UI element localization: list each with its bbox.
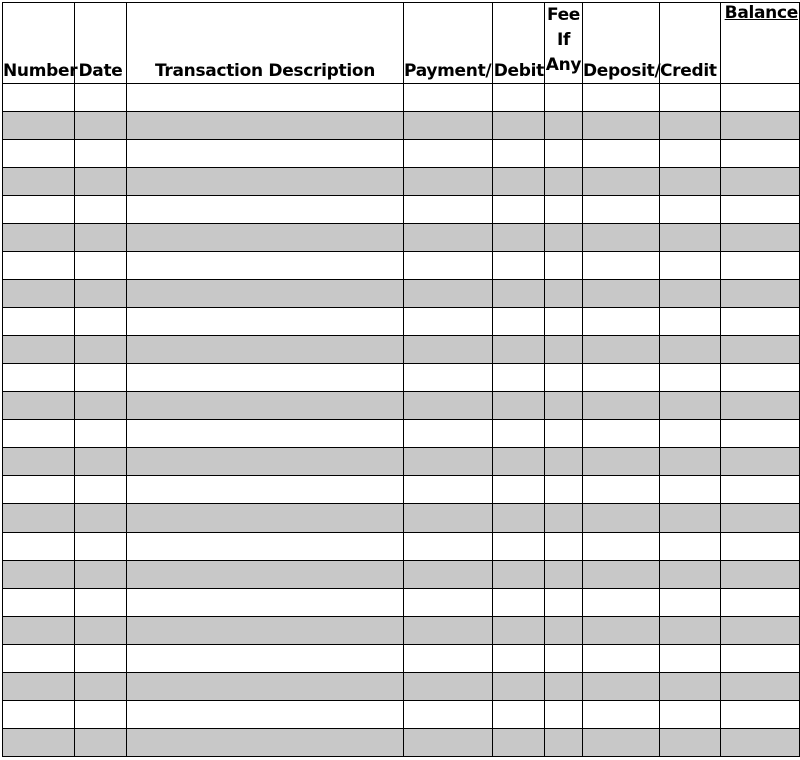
cell-date[interactable] (75, 308, 127, 336)
header-credit: Credit (660, 3, 721, 84)
cell-payment[interactable] (404, 532, 493, 560)
cell-date[interactable] (75, 196, 127, 224)
cell-date[interactable] (75, 700, 127, 728)
cell-credit[interactable] (660, 448, 721, 476)
cell-fee[interactable] (545, 252, 583, 280)
cell-fee[interactable] (545, 672, 583, 700)
register-row (3, 532, 800, 560)
cell-number[interactable] (3, 364, 75, 392)
cell-credit[interactable] (660, 728, 721, 756)
register-row (3, 700, 800, 728)
cell-payment[interactable] (404, 560, 493, 588)
cell-debit[interactable] (493, 252, 545, 280)
cell-fee[interactable] (545, 280, 583, 308)
cell-balance[interactable] (721, 504, 800, 532)
register-row (3, 364, 800, 392)
register-row (3, 112, 800, 140)
cell-description[interactable] (127, 168, 404, 196)
cell-fee[interactable] (545, 644, 583, 672)
cell-debit[interactable] (493, 672, 545, 700)
cell-date[interactable] (75, 644, 127, 672)
cell-deposit[interactable] (583, 644, 660, 672)
cell-credit[interactable] (660, 476, 721, 504)
cell-number[interactable] (3, 420, 75, 448)
cell-deposit[interactable] (583, 112, 660, 140)
header-fee-line-2: If (556, 30, 571, 50)
register-row (3, 336, 800, 364)
cell-fee[interactable] (545, 336, 583, 364)
cell-deposit[interactable] (583, 252, 660, 280)
cell-deposit[interactable] (583, 672, 660, 700)
cell-payment[interactable] (404, 336, 493, 364)
register-row (3, 504, 800, 532)
cell-description[interactable] (127, 560, 404, 588)
header-payment: Payment/ (404, 3, 493, 84)
cell-description[interactable] (127, 420, 404, 448)
cell-fee[interactable] (545, 420, 583, 448)
cell-credit[interactable] (660, 280, 721, 308)
cell-deposit[interactable] (583, 196, 660, 224)
cell-balance[interactable] (721, 280, 800, 308)
header-number: Number (3, 3, 75, 84)
cell-fee[interactable] (545, 616, 583, 644)
cell-description[interactable] (127, 112, 404, 140)
register-row (3, 252, 800, 280)
cell-debit[interactable] (493, 140, 545, 168)
register-body (3, 84, 800, 757)
cell-credit[interactable] (660, 672, 721, 700)
cell-fee[interactable] (545, 448, 583, 476)
cell-description[interactable] (127, 588, 404, 616)
header-transaction-description: Transaction Description (127, 3, 404, 84)
cell-description[interactable] (127, 532, 404, 560)
cell-debit[interactable] (493, 728, 545, 756)
cell-number[interactable] (3, 196, 75, 224)
cell-balance[interactable] (721, 252, 800, 280)
cell-deposit[interactable] (583, 336, 660, 364)
cell-debit[interactable] (493, 476, 545, 504)
cell-credit[interactable] (660, 308, 721, 336)
cell-debit[interactable] (493, 700, 545, 728)
cell-balance[interactable] (721, 588, 800, 616)
cell-deposit[interactable] (583, 588, 660, 616)
cell-credit[interactable] (660, 336, 721, 364)
cell-date[interactable] (75, 728, 127, 756)
cell-balance[interactable] (721, 168, 800, 196)
cell-deposit[interactable] (583, 392, 660, 420)
cell-balance[interactable] (721, 392, 800, 420)
cell-date[interactable] (75, 84, 127, 112)
cell-description[interactable] (127, 476, 404, 504)
cell-credit[interactable] (660, 504, 721, 532)
cell-debit[interactable] (493, 588, 545, 616)
cell-debit[interactable] (493, 168, 545, 196)
cell-balance[interactable] (721, 728, 800, 756)
cell-fee[interactable] (545, 728, 583, 756)
cell-balance[interactable] (721, 644, 800, 672)
cell-date[interactable] (75, 672, 127, 700)
cell-deposit[interactable] (583, 616, 660, 644)
register-row (3, 224, 800, 252)
cell-number[interactable] (3, 476, 75, 504)
cell-payment[interactable] (404, 252, 493, 280)
cell-balance[interactable] (721, 420, 800, 448)
cell-debit[interactable] (493, 308, 545, 336)
cell-deposit[interactable] (583, 504, 660, 532)
cell-debit[interactable] (493, 196, 545, 224)
cell-credit[interactable] (660, 252, 721, 280)
header-debit: Debit (493, 3, 545, 84)
cell-fee[interactable] (545, 84, 583, 112)
cell-number[interactable] (3, 532, 75, 560)
cell-number[interactable] (3, 84, 75, 112)
cell-credit[interactable] (660, 700, 721, 728)
cell-date[interactable] (75, 560, 127, 588)
cell-balance[interactable] (721, 224, 800, 252)
cell-fee[interactable] (545, 168, 583, 196)
cell-number[interactable] (3, 728, 75, 756)
cell-number[interactable] (3, 644, 75, 672)
cell-credit[interactable] (660, 616, 721, 644)
cell-balance[interactable] (721, 532, 800, 560)
cell-balance[interactable] (721, 560, 800, 588)
cell-deposit[interactable] (583, 448, 660, 476)
cell-date[interactable] (75, 504, 127, 532)
cell-debit[interactable] (493, 364, 545, 392)
cell-fee[interactable] (545, 364, 583, 392)
cell-payment[interactable] (404, 168, 493, 196)
cell-fee[interactable] (545, 560, 583, 588)
cell-payment[interactable] (404, 140, 493, 168)
cell-fee[interactable] (545, 196, 583, 224)
cell-credit[interactable] (660, 168, 721, 196)
header-fee-line-3: Any (545, 55, 582, 75)
cell-fee[interactable] (545, 112, 583, 140)
register-row (3, 672, 800, 700)
cell-fee[interactable] (545, 140, 583, 168)
cell-deposit[interactable] (583, 700, 660, 728)
cell-fee[interactable] (545, 532, 583, 560)
cell-date[interactable] (75, 392, 127, 420)
cell-fee[interactable] (545, 700, 583, 728)
cell-date[interactable] (75, 476, 127, 504)
cell-fee[interactable] (545, 392, 583, 420)
cell-number[interactable] (3, 252, 75, 280)
cell-payment[interactable] (404, 420, 493, 448)
cell-credit[interactable] (660, 532, 721, 560)
cell-date[interactable] (75, 168, 127, 196)
cell-deposit[interactable] (583, 140, 660, 168)
cell-credit[interactable] (660, 364, 721, 392)
cell-number[interactable] (3, 588, 75, 616)
cell-debit[interactable] (493, 504, 545, 532)
header-row (3, 3, 800, 84)
register-row (3, 308, 800, 336)
cell-balance[interactable] (721, 112, 800, 140)
cell-payment[interactable] (404, 392, 493, 420)
cell-fee[interactable] (545, 588, 583, 616)
cell-number[interactable] (3, 504, 75, 532)
register-row (3, 420, 800, 448)
cell-deposit[interactable] (583, 224, 660, 252)
cell-payment[interactable] (404, 700, 493, 728)
cell-debit[interactable] (493, 420, 545, 448)
register-row (3, 728, 800, 756)
cell-number[interactable] (3, 448, 75, 476)
cell-debit[interactable] (493, 84, 545, 112)
cell-credit[interactable] (660, 560, 721, 588)
register-row (3, 588, 800, 616)
cell-payment[interactable] (404, 196, 493, 224)
cell-description[interactable] (127, 336, 404, 364)
cell-payment[interactable] (404, 644, 493, 672)
cell-payment[interactable] (404, 308, 493, 336)
cell-credit[interactable] (660, 392, 721, 420)
cell-date[interactable] (75, 532, 127, 560)
cell-description[interactable] (127, 364, 404, 392)
register-row (3, 644, 800, 672)
cell-payment[interactable] (404, 616, 493, 644)
cell-payment[interactable] (404, 112, 493, 140)
cell-number[interactable] (3, 280, 75, 308)
cell-credit[interactable] (660, 224, 721, 252)
cell-fee[interactable] (545, 504, 583, 532)
cell-balance[interactable] (721, 476, 800, 504)
cell-date[interactable] (75, 280, 127, 308)
cell-balance[interactable] (721, 140, 800, 168)
cell-payment[interactable] (404, 280, 493, 308)
cell-deposit[interactable] (583, 532, 660, 560)
header-date: Date (75, 3, 127, 84)
cell-balance[interactable] (721, 672, 800, 700)
cell-deposit[interactable] (583, 560, 660, 588)
cell-date[interactable] (75, 448, 127, 476)
cell-credit[interactable] (660, 196, 721, 224)
cell-date[interactable] (75, 224, 127, 252)
cell-number[interactable] (3, 168, 75, 196)
cell-balance[interactable] (721, 700, 800, 728)
check-register-table (2, 2, 800, 757)
cell-payment[interactable] (404, 476, 493, 504)
cell-date[interactable] (75, 364, 127, 392)
cell-balance[interactable] (721, 448, 800, 476)
cell-description[interactable] (127, 196, 404, 224)
register-row (3, 140, 800, 168)
cell-date[interactable] (75, 616, 127, 644)
header-deposit: Deposit/ (583, 3, 660, 84)
header-balance: Balance (721, 3, 800, 84)
cell-balance[interactable] (721, 84, 800, 112)
header-fee-if-any (545, 3, 583, 84)
cell-debit[interactable] (493, 560, 545, 588)
cell-balance[interactable] (721, 336, 800, 364)
cell-debit[interactable] (493, 280, 545, 308)
cell-description[interactable] (127, 140, 404, 168)
cell-deposit[interactable] (583, 308, 660, 336)
cell-description[interactable] (127, 448, 404, 476)
cell-credit[interactable] (660, 420, 721, 448)
cell-date[interactable] (75, 588, 127, 616)
cell-deposit[interactable] (583, 420, 660, 448)
cell-debit[interactable] (493, 644, 545, 672)
cell-credit[interactable] (660, 140, 721, 168)
cell-date[interactable] (75, 140, 127, 168)
cell-debit[interactable] (493, 616, 545, 644)
cell-deposit[interactable] (583, 168, 660, 196)
cell-description[interactable] (127, 700, 404, 728)
cell-description[interactable] (127, 616, 404, 644)
register-row (3, 448, 800, 476)
cell-description[interactable] (127, 728, 404, 756)
cell-description[interactable] (127, 644, 404, 672)
cell-number[interactable] (3, 672, 75, 700)
cell-credit[interactable] (660, 112, 721, 140)
cell-description[interactable] (127, 308, 404, 336)
register-row (3, 392, 800, 420)
cell-balance[interactable] (721, 364, 800, 392)
cell-description[interactable] (127, 504, 404, 532)
cell-credit[interactable] (660, 84, 721, 112)
cell-number[interactable] (3, 392, 75, 420)
register-row (3, 196, 800, 224)
cell-balance[interactable] (721, 196, 800, 224)
cell-deposit[interactable] (583, 280, 660, 308)
cell-payment[interactable] (404, 504, 493, 532)
register-row (3, 168, 800, 196)
cell-debit[interactable] (493, 392, 545, 420)
register-row (3, 280, 800, 308)
cell-description[interactable] (127, 84, 404, 112)
cell-deposit[interactable] (583, 476, 660, 504)
cell-payment[interactable] (404, 728, 493, 756)
cell-description[interactable] (127, 280, 404, 308)
register-row (3, 560, 800, 588)
cell-description[interactable] (127, 672, 404, 700)
cell-balance[interactable] (721, 616, 800, 644)
register-row (3, 616, 800, 644)
cell-number[interactable] (3, 224, 75, 252)
cell-date[interactable] (75, 112, 127, 140)
header-fee-line-1: Fee (546, 5, 581, 25)
cell-date[interactable] (75, 420, 127, 448)
cell-number[interactable] (3, 560, 75, 588)
cell-description[interactable] (127, 252, 404, 280)
cell-credit[interactable] (660, 644, 721, 672)
cell-payment[interactable] (404, 588, 493, 616)
cell-description[interactable] (127, 392, 404, 420)
cell-fee[interactable] (545, 224, 583, 252)
cell-deposit[interactable] (583, 728, 660, 756)
cell-number[interactable] (3, 700, 75, 728)
cell-payment[interactable] (404, 84, 493, 112)
cell-balance[interactable] (721, 308, 800, 336)
cell-number[interactable] (3, 616, 75, 644)
cell-number[interactable] (3, 112, 75, 140)
cell-payment[interactable] (404, 224, 493, 252)
cell-number[interactable] (3, 336, 75, 364)
cell-debit[interactable] (493, 336, 545, 364)
cell-payment[interactable] (404, 364, 493, 392)
cell-number[interactable] (3, 140, 75, 168)
register-row (3, 84, 800, 112)
cell-date[interactable] (75, 336, 127, 364)
cell-deposit[interactable] (583, 364, 660, 392)
cell-credit[interactable] (660, 588, 721, 616)
cell-description[interactable] (127, 224, 404, 252)
cell-number[interactable] (3, 308, 75, 336)
cell-debit[interactable] (493, 448, 545, 476)
cell-payment[interactable] (404, 448, 493, 476)
cell-date[interactable] (75, 252, 127, 280)
cell-debit[interactable] (493, 112, 545, 140)
cell-payment[interactable] (404, 672, 493, 700)
cell-fee[interactable] (545, 308, 583, 336)
cell-deposit[interactable] (583, 84, 660, 112)
cell-debit[interactable] (493, 532, 545, 560)
cell-fee[interactable] (545, 476, 583, 504)
cell-debit[interactable] (493, 224, 545, 252)
register-row (3, 476, 800, 504)
